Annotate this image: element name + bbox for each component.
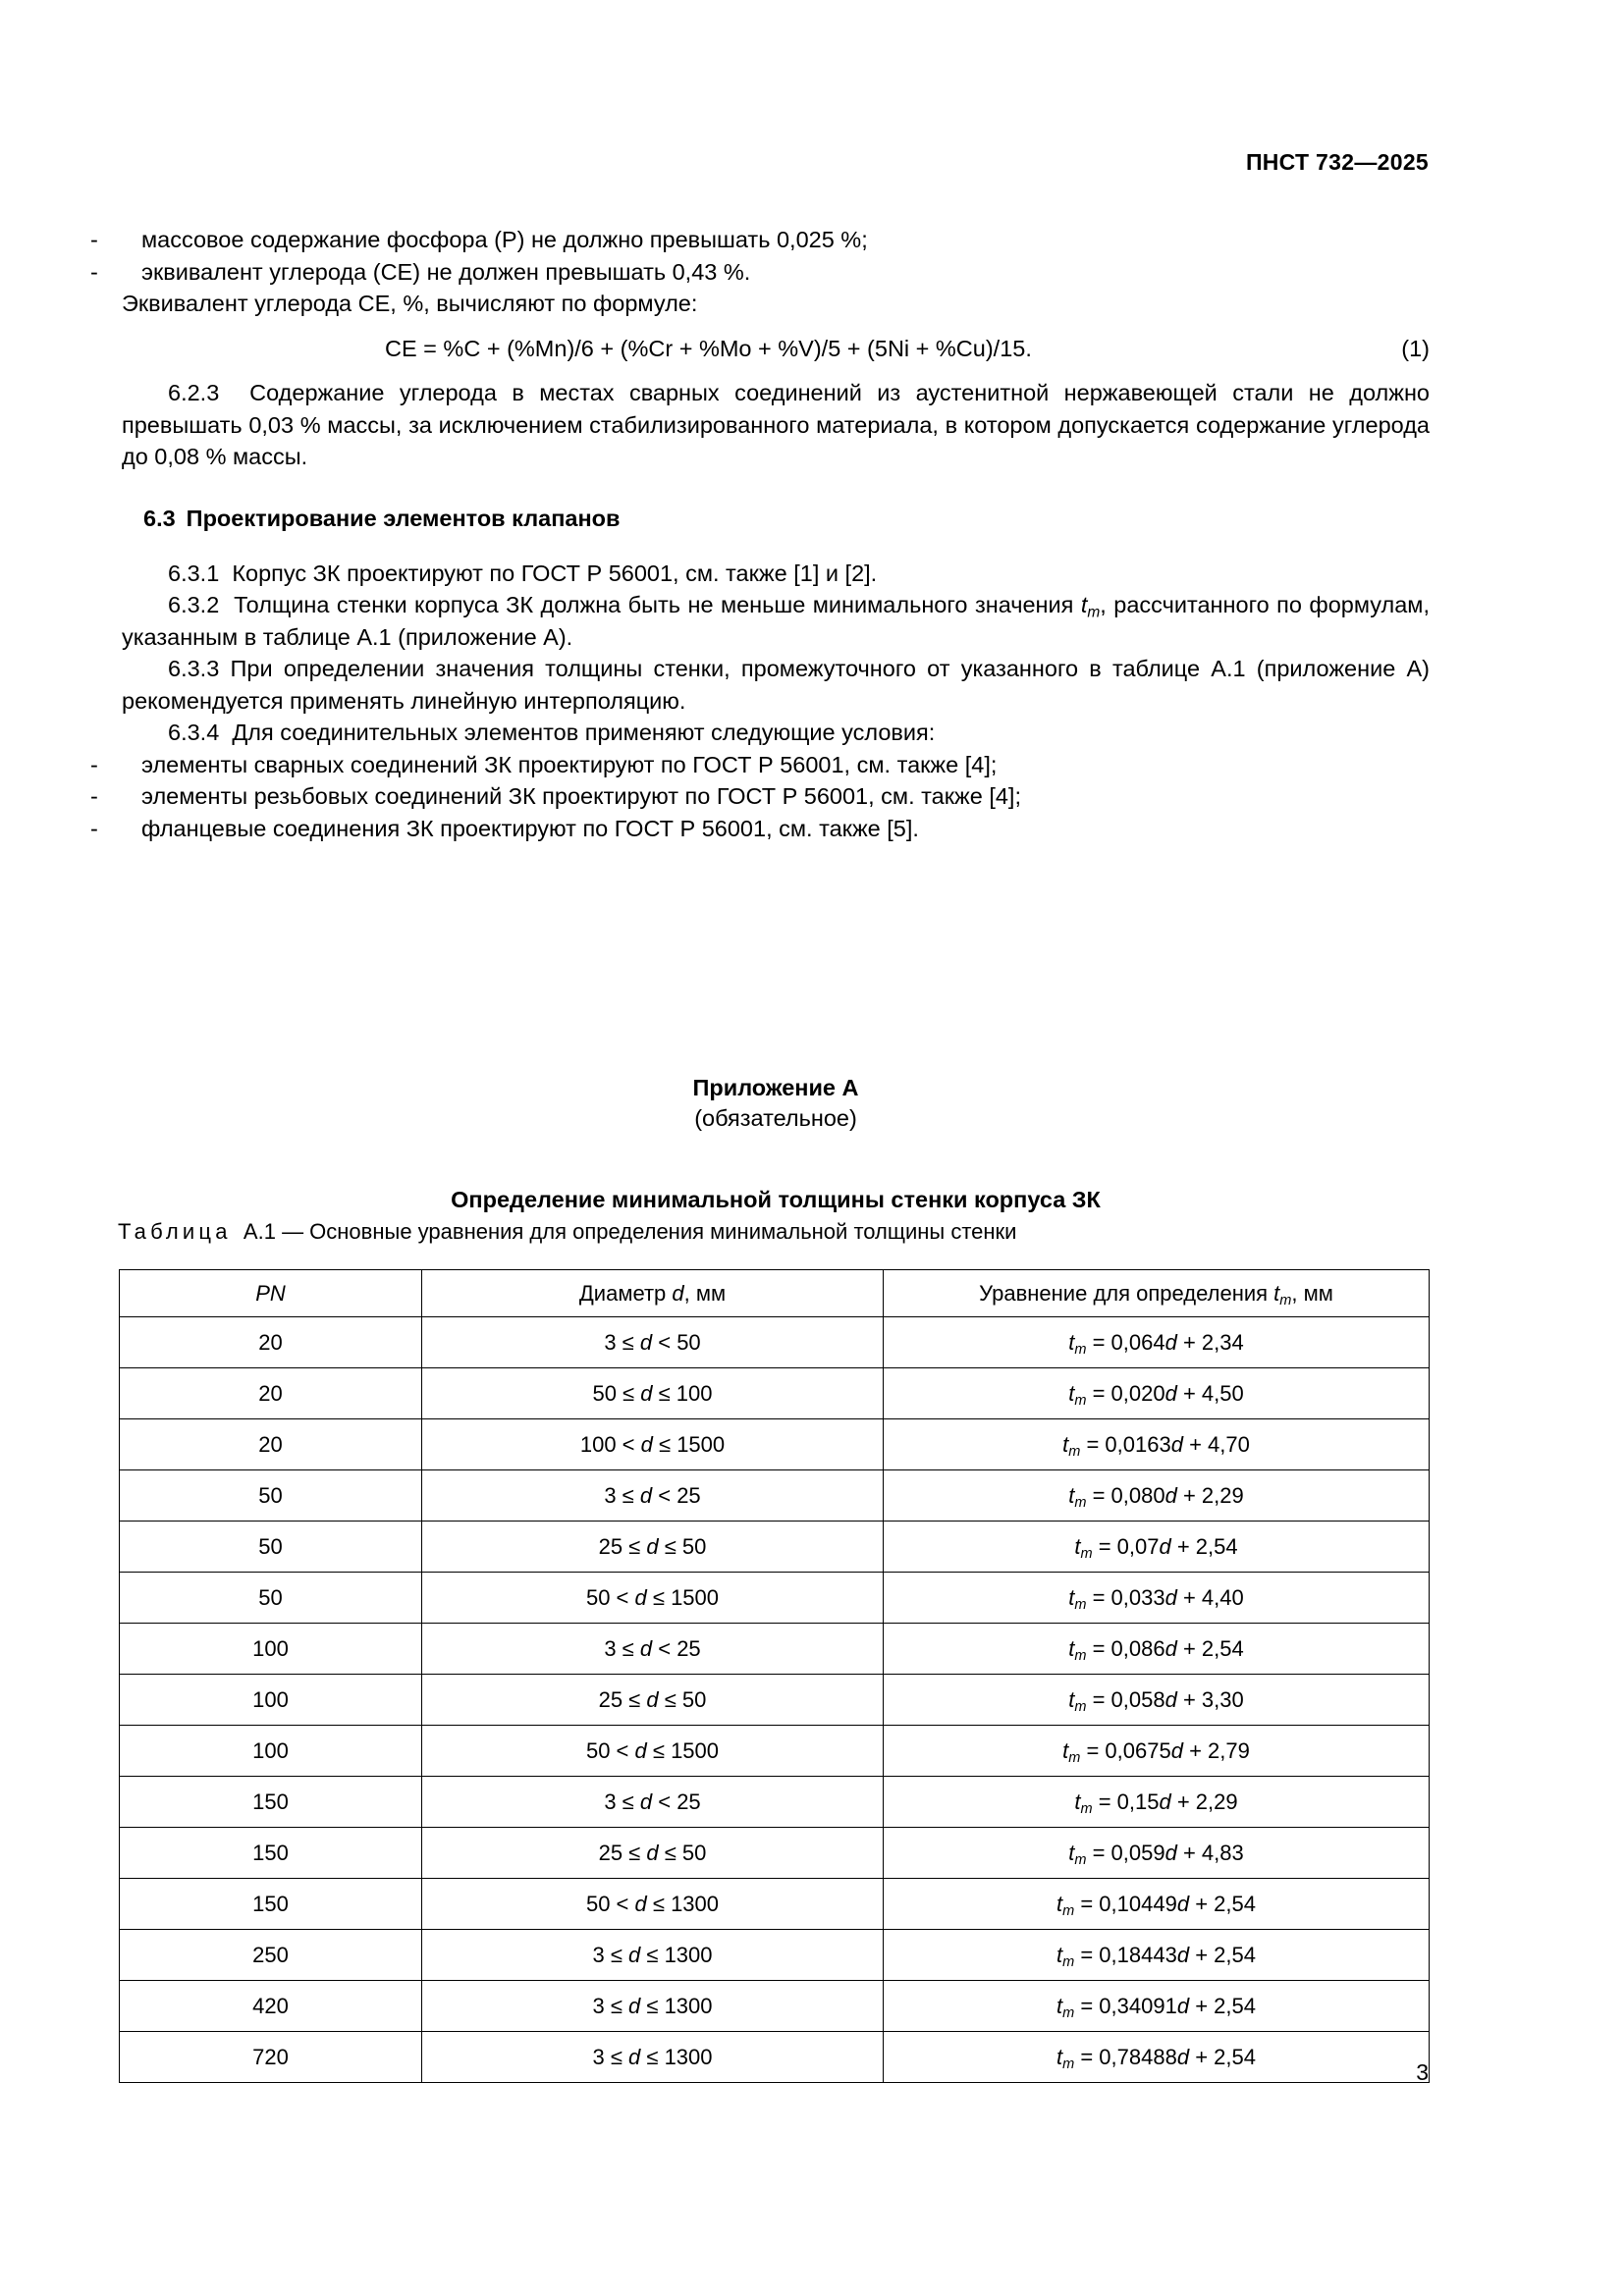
formula-1-line — [122, 333, 1430, 365]
table-row — [120, 1522, 1430, 1573]
bullet-text: элементы сварных соединений ЗК проектируют по ГОСТ Р 56001, см. также [4]; — [141, 751, 998, 777]
variable-t: t — [1074, 1789, 1081, 1814]
table-row — [120, 1981, 1430, 2032]
table-row — [120, 1368, 1430, 1419]
variable-t: t — [1068, 1686, 1075, 1712]
appendix-title: Приложение А — [692, 1075, 859, 1100]
variable-d: d — [634, 1584, 647, 1610]
cell-equation: $t_m = 0,34091d + 2,54$ — [884, 1981, 1430, 2032]
variable-d: d — [1176, 2044, 1190, 2069]
clause-text: Содержание углерода в местах сварных соединений из аустенитной нержавеющей стали не должно превышать 0,03 % массы, за исключением стабилизированного материала, в котором допускается содержание углерода до 0,08 % массы. — [122, 380, 1430, 469]
bullet-carbon-equivalent — [90, 256, 1430, 289]
clause-6-3-4 — [122, 717, 1430, 749]
formula-lead-in: Эквивалент углерода CE, %, вычисляют по формуле: — [122, 291, 698, 316]
cell-equation: $t_m = 0,020d + 4,50$ — [884, 1368, 1430, 1419]
body-content — [90, 224, 1431, 844]
column-header-diameter-pre: Диаметр — [578, 1280, 673, 1306]
clause-number: 6.3.4 — [168, 720, 220, 745]
cell-pn: 100 — [120, 1624, 422, 1675]
clause-6-3-3 — [122, 653, 1430, 717]
heading-6-3 — [122, 503, 1430, 534]
bullet-text: фланцевые соединения ЗК проектируют по ГОСТ Р 56001, см. также [5]. — [141, 815, 919, 841]
variable-t: t — [1056, 1942, 1063, 1967]
cell-pn: 100 — [120, 1675, 422, 1726]
cell-pn: 420 — [120, 1981, 422, 2032]
dash-marker: - — [90, 258, 98, 285]
clause-6-3-1 — [122, 558, 1430, 590]
variable-d: d — [634, 1737, 647, 1763]
clause-text-part1: Толщина стенки корпуса ЗК должна быть не меньше минимального значения — [234, 592, 1081, 617]
cell-diameter: 50 < d ≤ 1500 — [422, 1573, 884, 1624]
variable-subscript-m: m — [1087, 604, 1101, 621]
table-caption-text: — Основные уравнения для определения минимальной толщины стенки — [282, 1219, 1017, 1244]
variable-d: d — [628, 1942, 641, 1967]
cell-pn: 50 — [120, 1573, 422, 1624]
variable-t: t — [1068, 1584, 1075, 1610]
cell-pn: 20 — [120, 1368, 422, 1419]
variable-d: d — [1164, 1686, 1177, 1712]
cell-equation: $t_m = 0,07d + 2,54$ — [884, 1522, 1430, 1573]
table-head — [120, 1270, 1430, 1317]
cell-pn: 150 — [120, 1828, 422, 1879]
cell-diameter: 3 ≤ d ≤ 1300 — [422, 1981, 884, 2032]
bullet-flanged-joints — [90, 813, 1430, 845]
table-caption — [118, 1217, 1016, 1247]
variable-d: d — [1164, 1584, 1177, 1610]
variable-d: d — [672, 1280, 684, 1306]
variable-d: d — [1164, 1840, 1177, 1865]
variable-subscript-m: m — [1074, 1341, 1087, 1358]
cell-pn: 50 — [120, 1522, 422, 1573]
variable-subscript-m: m — [1062, 1953, 1075, 1970]
table-caption-number: А.1 — [243, 1219, 276, 1244]
heading-title: Проектирование элементов клапанов — [186, 505, 621, 531]
column-header-diameter-post: , мм — [683, 1280, 727, 1306]
variable-d: d — [639, 1482, 653, 1508]
table-row — [120, 1470, 1430, 1522]
variable-d: d — [640, 1431, 653, 1457]
variable-t: t — [1056, 1891, 1063, 1916]
cell-diameter: 25 ≤ d ≤ 50 — [422, 1828, 884, 1879]
variable-d: d — [1176, 1891, 1190, 1916]
cell-equation: $t_m = 0,033d + 4,40$ — [884, 1573, 1430, 1624]
variable-t: t — [1068, 1840, 1075, 1865]
cell-diameter: 3 ≤ d ≤ 1300 — [422, 1930, 884, 1981]
cell-pn: 50 — [120, 1470, 422, 1522]
table-a1 — [119, 1269, 1430, 2083]
cell-pn: 20 — [120, 1317, 422, 1368]
variable-subscript-m: m — [1074, 1647, 1087, 1664]
cell-equation: $t_m = 0,0675d + 2,79$ — [884, 1726, 1430, 1777]
variable-d: d — [639, 1789, 653, 1814]
table-row — [120, 1573, 1430, 1624]
dash-marker: - — [90, 751, 98, 777]
clause-number: 6.2.3 — [168, 380, 220, 405]
variable-d: d — [646, 1686, 659, 1712]
bullet-threaded-joints — [90, 780, 1430, 813]
bullet-welded-joints — [90, 749, 1430, 781]
variable-subscript-m: m — [1074, 1596, 1087, 1613]
column-header-pn: PN — [120, 1270, 422, 1317]
cell-equation: $t_m = 0,78488d + 2,54$ — [884, 2032, 1430, 2083]
dash-marker: - — [90, 783, 98, 809]
table-header-row — [120, 1270, 1430, 1317]
clause-text: Корпус ЗК проектируют по ГОСТ Р 56001, см. также [1] и [2]. — [232, 560, 878, 586]
variable-subscript-m: m — [1062, 1902, 1075, 1919]
clause-number: 6.3.1 — [168, 560, 220, 586]
table-row — [120, 1317, 1430, 1368]
variable-t: t — [1068, 1380, 1075, 1406]
table-row — [120, 1930, 1430, 1981]
cell-diameter: 3 ≤ d < 25 — [422, 1470, 884, 1522]
variable-t: t — [1068, 1635, 1075, 1661]
variable-t: t — [1068, 1482, 1075, 1508]
variable-d: d — [1170, 1431, 1183, 1457]
variable-d: d — [628, 2044, 641, 2069]
cell-diameter: 3 ≤ d ≤ 1300 — [422, 2032, 884, 2083]
cell-diameter: 3 ≤ d < 25 — [422, 1777, 884, 1828]
column-header-diameter — [422, 1270, 884, 1317]
cell-diameter: 50 ≤ d ≤ 100 — [422, 1368, 884, 1419]
variable-d: d — [1164, 1329, 1177, 1355]
bullet-text: массовое содержание фосфора (P) не должно превышать 0,025 %; — [141, 227, 868, 252]
table-row — [120, 1624, 1430, 1675]
variable-t: t — [1080, 592, 1088, 617]
variable-d: d — [628, 1993, 641, 2018]
variable-subscript-m: m — [1068, 1749, 1081, 1766]
variable-d: d — [1164, 1380, 1177, 1406]
clause-text-part2: , рассчитанного по формулам, указанным в таблице А.1 (приложение А). — [122, 592, 1430, 650]
page-number: 3 — [1416, 2059, 1429, 2085]
cell-pn: 20 — [120, 1419, 422, 1470]
dash-marker: - — [90, 815, 98, 841]
clause-text: При определении значения толщины стенки, промежуточного от указанного в таблице А.1 (приложение А) рекомендуется применять линейную интерполяцию. — [122, 656, 1431, 714]
cell-pn: 720 — [120, 2032, 422, 2083]
table-caption-label: Таблица — [118, 1219, 232, 1244]
variable-t: t — [1273, 1280, 1280, 1306]
clause-number: 6.3.3 — [168, 656, 220, 681]
clause-text: Для соединительных элементов применяют следующие условия: — [232, 720, 936, 745]
formula-1-expression: CE = %C + (%Mn)/6 + (%Cr + %Mo + %V)/5 + (5Ni + %Cu)/15. — [385, 335, 1032, 361]
variable-subscript-m: m — [1062, 2056, 1075, 2072]
clause-6-2-3 — [122, 377, 1430, 473]
variable-d: d — [1170, 1737, 1183, 1763]
variable-subscript-m: m — [1074, 1851, 1087, 1868]
variable-subscript-m: m — [1062, 2004, 1075, 2021]
bullet-text: эквивалент углерода (CE) не должен превышать 0,43 %. — [141, 258, 751, 285]
bullet-text: элементы резьбовых соединений ЗК проектируют по ГОСТ Р 56001, см. также [4]; — [141, 783, 1021, 809]
heading-number: 6.3 — [143, 505, 176, 531]
variable-d: d — [640, 1380, 653, 1406]
variable-subscript-m: m — [1279, 1292, 1292, 1308]
table-row — [120, 1828, 1430, 1879]
clause-6-3-2 — [122, 589, 1430, 653]
variable-d: d — [639, 1329, 653, 1355]
variable-d: d — [646, 1840, 659, 1865]
variable-d: d — [1159, 1533, 1171, 1559]
cell-equation: $t_m = 0,15d + 2,29$ — [884, 1777, 1430, 1828]
cell-diameter: 25 ≤ d ≤ 50 — [422, 1522, 884, 1573]
table-row — [120, 1726, 1430, 1777]
appendix-heading-block — [122, 1073, 1430, 1215]
variable-d: d — [1176, 1993, 1190, 2018]
variable-d: d — [639, 1635, 653, 1661]
variable-subscript-m: m — [1080, 1800, 1093, 1817]
cell-equation: $t_m = 0,058d + 3,30$ — [884, 1675, 1430, 1726]
column-header-equation-pre: Уравнение для определения — [979, 1280, 1274, 1306]
cell-equation: $t_m = 0,10449d + 2,54$ — [884, 1879, 1430, 1930]
cell-equation: $t_m = 0,059d + 4,83$ — [884, 1828, 1430, 1879]
variable-subscript-m: m — [1080, 1545, 1093, 1562]
bullet-phosphorus — [90, 224, 1430, 256]
appendix-name: Определение минимальной толщины стенки корпуса ЗК — [451, 1187, 1101, 1212]
cell-equation: $t_m = 0,064d + 2,34$ — [884, 1317, 1430, 1368]
formula-1-number: (1) — [1401, 335, 1430, 361]
cell-equation: $t_m = 0,086d + 2,54$ — [884, 1624, 1430, 1675]
variable-d: d — [646, 1533, 659, 1559]
cell-pn: 250 — [120, 1930, 422, 1981]
variable-t: t — [1056, 1993, 1063, 2018]
cell-pn: 150 — [120, 1777, 422, 1828]
variable-t: t — [1068, 1329, 1075, 1355]
cell-diameter: 50 < d ≤ 1300 — [422, 1879, 884, 1930]
table-row — [120, 1675, 1430, 1726]
cell-pn: 150 — [120, 1879, 422, 1930]
variable-d: d — [1164, 1482, 1177, 1508]
cell-equation: $t_m = 0,0163d + 4,70$ — [884, 1419, 1430, 1470]
variable-d: d — [1176, 1942, 1190, 1967]
variable-d: d — [1159, 1789, 1171, 1814]
cell-diameter: 3 ≤ d < 25 — [422, 1624, 884, 1675]
variable-t: t — [1062, 1737, 1069, 1763]
variable-subscript-m: m — [1074, 1698, 1087, 1715]
variable-subscript-m: m — [1068, 1443, 1081, 1460]
table-row — [120, 2032, 1430, 2083]
running-header-standard-id: ПНСТ 732—2025 — [1245, 149, 1429, 175]
cell-diameter: 3 ≤ d < 50 — [422, 1317, 884, 1368]
variable-t: t — [1056, 2044, 1063, 2069]
variable-subscript-m: m — [1074, 1392, 1087, 1409]
variable-d: d — [1164, 1635, 1177, 1661]
variable-t: t — [1062, 1431, 1069, 1457]
table-body — [120, 1317, 1430, 2083]
column-header-equation-post: , мм — [1291, 1280, 1333, 1306]
table-row — [120, 1777, 1430, 1828]
cell-equation: $t_m = 0,18443d + 2,54$ — [884, 1930, 1430, 1981]
table-row — [120, 1419, 1430, 1470]
column-header-equation — [884, 1270, 1430, 1317]
appendix-status: (обязательное) — [694, 1105, 857, 1131]
variable-subscript-m: m — [1074, 1494, 1087, 1511]
cell-equation: $t_m = 0,080d + 2,29$ — [884, 1470, 1430, 1522]
cell-diameter: 100 < d ≤ 1500 — [422, 1419, 884, 1470]
dash-marker: - — [90, 227, 98, 252]
cell-diameter: 25 ≤ d ≤ 50 — [422, 1675, 884, 1726]
cell-pn: 100 — [120, 1726, 422, 1777]
variable-t: t — [1074, 1533, 1081, 1559]
table-row — [120, 1879, 1430, 1930]
variable-d: d — [634, 1891, 647, 1916]
cell-diameter: 50 < d ≤ 1500 — [422, 1726, 884, 1777]
clause-number: 6.3.2 — [168, 592, 220, 617]
